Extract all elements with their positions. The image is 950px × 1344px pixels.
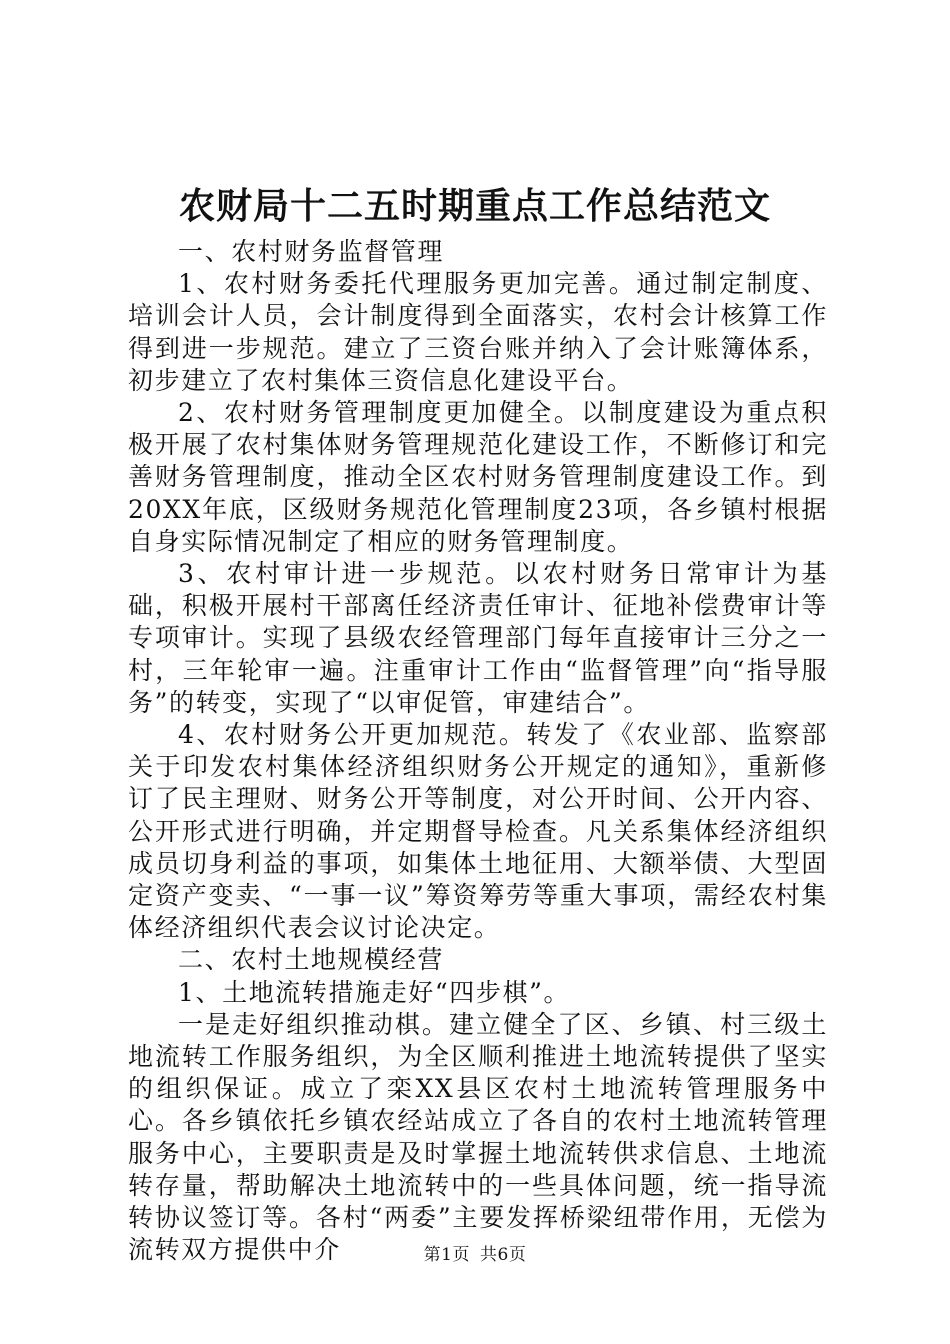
- document-body: [128, 236, 828, 1267]
- section-heading: 二、农村土地规模经营: [178, 945, 445, 975]
- page-total: 共6页: [480, 1245, 527, 1265]
- paragraph: 4、农村财务公开更加规范。转发了《农业部、监察部关于印发农村集体经济组织财务公开规定的通知》，重新修订了民主理财、财务公开等制度，对公开时间、公开内容、公开形式进行明确，并定期督导检查。凡关系集体经济组织成员切身利益的事项，如集体土地征用、大额举债、大型固定资产变卖、“一事一议”筹资筹劳等重大事项，需经农村集体经济组织代表会议讨论决定。: [128, 720, 828, 943]
- paragraph: 3、农村审计进一步规范。以农村财务日常审计为基础，积极开展村干部离任经济责任审计、征地补偿费审计等专项审计。实现了县级农经管理部门每年直接审计三分之一村，三年轮审一遍。注重审计工作由“监督管理”向“指导服务”的转变，实现了“以审促管，审建结合”。: [128, 559, 828, 717]
- paragraph: 一是走好组织推动棋。建立健全了区、乡镇、村三级土地流转工作服务组织，为全区顺利推进土地流转提供了坚实的组织保证。成立了栾XX县区农村土地流转管理服务中心。各乡镇依托乡镇农经站成立了各自的农村土地流转管理服务中心，主要职责是及时掌握土地流转供求信息、土地流转存量，帮助解决土地流转中的一些具体问题，统一指导流转协议签订等。各村“两委”主要发挥桥梁纽带作用，无偿为流转双方提供中介: [128, 1009, 828, 1265]
- section-heading: 一、农村财务监督管理: [178, 237, 445, 266]
- paragraph: 2、农村财务管理制度更加健全。以制度建设为重点积极开展了农村集体财务管理规范化建设工作，不断修订和完善财务管理制度，推动全区农村财务管理制度建设工作。到20XX年底，区级财务规范化管理制度23项，各乡镇村根据自身实际情况制定了相应的财务管理制度。: [128, 398, 828, 556]
- page-footer: [0, 1244, 950, 1266]
- paragraph: 1、土地流转措施走好“四步棋”。: [178, 977, 571, 1007]
- document-title: 农财局十二五时期重点工作总结范文: [178, 186, 771, 227]
- paragraph: 1、农村财务委托代理服务更加完善。通过制定制度、培训会计人员，会计制度得到全面落实，农村会计核算工作得到进一步规范。建立了三资台账并纳入了会计账簿体系，初步建立了农村集体三资信息化建设平台。: [128, 269, 828, 395]
- page-number: 第1页: [423, 1245, 470, 1265]
